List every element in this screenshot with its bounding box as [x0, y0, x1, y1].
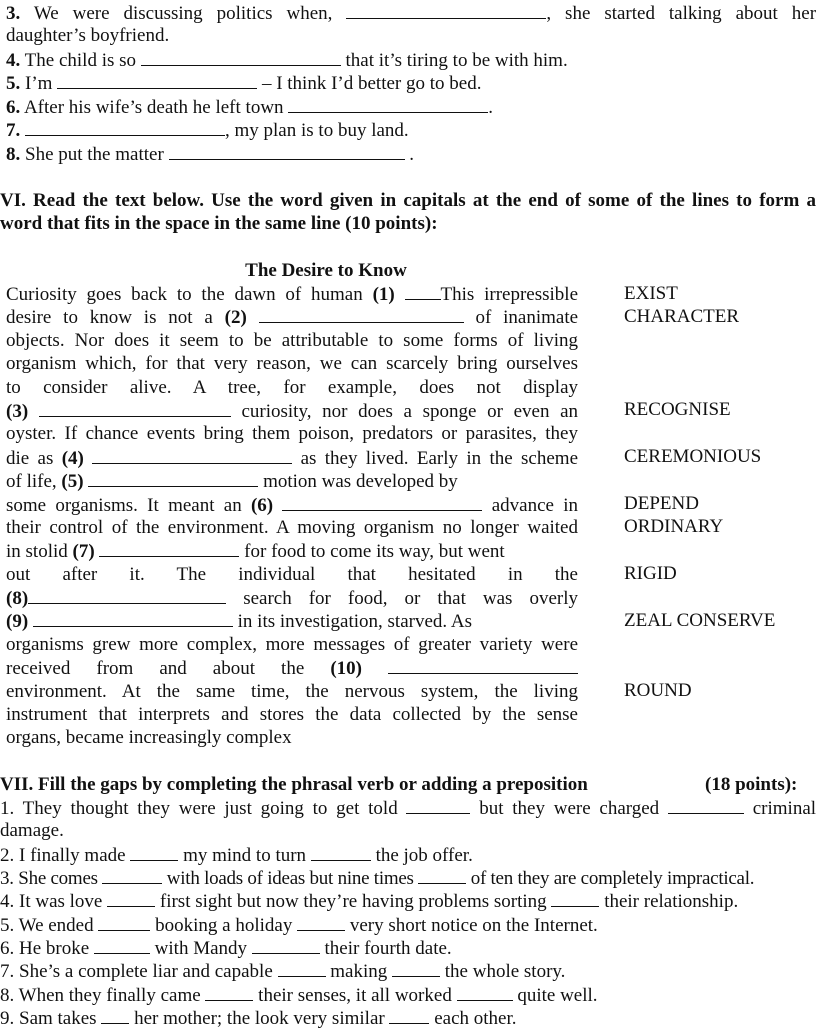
passage-line: (9) in its investigation, starved. As — [6, 611, 472, 633]
item-4: 4. The child is so that it’s tiring to be with him. — [6, 50, 568, 71]
answer-blank[interactable] — [130, 843, 178, 861]
keyword-recognise: RECOGNISE — [624, 399, 731, 420]
answer-blank[interactable] — [259, 305, 464, 323]
answer-blank[interactable] — [101, 1006, 129, 1024]
vii-item-7: 7. She’s a complete liar and capable making the whole story. — [0, 961, 566, 982]
vii-item-1: 1. They thought they were just going to get told but they were charged criminal — [0, 798, 816, 819]
passage-line: some organisms. It meant an (6) advance in — [6, 494, 578, 516]
answer-blank[interactable] — [92, 446, 292, 464]
keyword-round: ROUND — [624, 680, 692, 701]
item-number: 3. — [6, 3, 21, 24]
passage-line: objects. Nor does it seem to be attributable to some forms of living — [6, 329, 578, 351]
vii-item-5: 5. We ended booking a holiday very short notice on the Internet. — [0, 915, 598, 936]
passage-line: instrument that interprets and stores the data collected by the sense — [6, 704, 578, 726]
answer-blank[interactable] — [278, 959, 326, 977]
vii-item-9: 9. Sam takes her mother; the look very similar each other. — [0, 1008, 517, 1029]
answer-blank[interactable] — [392, 959, 440, 977]
vii-item-1-cont: damage. — [0, 820, 64, 841]
passage-line: desire to know is not a (2) of inanimate — [6, 307, 579, 329]
answer-blank[interactable] — [33, 609, 233, 627]
keyword-zeal-conserve: ZEAL CONSERVE — [624, 610, 776, 631]
passage — [6, 282, 578, 750]
answer-blank[interactable] — [252, 936, 320, 954]
answer-blank[interactable] — [418, 866, 466, 884]
answer-blank[interactable] — [205, 983, 253, 1001]
passage-line: Curiosity goes back to the dawn of human (1) This irrepressible — [6, 284, 579, 305]
section-vi-heading-line-2: word that fits in the space in the same line (10 points): — [0, 213, 438, 234]
answer-blank[interactable] — [346, 1, 546, 19]
section-vii-points: (18 points): — [705, 774, 798, 795]
answer-blank[interactable] — [388, 656, 578, 674]
vii-item-3: 3. She comes with loads of ideas but nine times of ten they are completely impractical. — [0, 868, 755, 889]
passage-line: organisms grew more complex, more messages of greater variety were — [6, 633, 578, 655]
answer-blank[interactable] — [99, 539, 239, 557]
vii-item-6: 6. He broke with Mandy their fourth date. — [0, 938, 452, 959]
answer-blank[interactable] — [405, 282, 441, 300]
passage-line: organism which, for that very reason, we can scarcely bring ourselves — [6, 353, 578, 375]
answer-blank[interactable] — [39, 399, 231, 417]
passage-line: out after it. The individual that hesitated in the — [6, 563, 578, 585]
answer-blank[interactable] — [406, 796, 470, 814]
answer-blank[interactable] — [389, 1006, 429, 1024]
answer-blank[interactable] — [457, 983, 513, 1001]
passage-line: in stolid (7) for food to come its way, but went — [6, 541, 505, 563]
vii-item-8: 8. When they finally came their senses, it all worked quite well. — [0, 985, 598, 1006]
answer-blank[interactable] — [141, 48, 341, 66]
keyword-rigid: RIGID — [624, 563, 677, 584]
item-7: 7. , my plan is to buy land. — [6, 120, 409, 141]
keyword-depend: DEPEND — [624, 493, 699, 514]
passage-line: of life, (5) motion was developed by — [6, 471, 458, 493]
vii-item-4: 4. It was love first sight but now they’re having problems sorting their relationship. — [0, 891, 739, 912]
answer-blank[interactable] — [98, 913, 150, 931]
keyword-ordinary: ORDINARY — [624, 516, 724, 537]
passage-line: organs, became increasingly complex — [6, 727, 292, 749]
passage-line: received from and about the (10) — [6, 656, 578, 679]
keyword-character: CHARACTER — [624, 306, 740, 327]
passage-line: environment. At the same time, the nervous system, the living — [6, 680, 578, 702]
answer-blank[interactable] — [94, 936, 150, 954]
passage-line: their control of the environment. A moving organism no longer waited — [6, 516, 578, 538]
vii-item-2: 2. I finally made my mind to turn the job offer. — [0, 845, 473, 866]
answer-blank[interactable] — [282, 493, 482, 511]
answer-blank[interactable] — [107, 889, 155, 907]
answer-blank[interactable] — [288, 95, 488, 113]
item-8: 8. She put the matter . — [6, 144, 415, 165]
answer-blank[interactable] — [57, 71, 257, 89]
answer-blank[interactable] — [102, 866, 162, 884]
passage-line: (3) curiosity, nor does a sponge or even an — [6, 400, 579, 422]
passage-line: die as (4) as they lived. Early in the scheme — [6, 447, 579, 469]
answer-blank[interactable] — [88, 469, 258, 487]
section-vii-heading: VII. Fill the gaps by completing the phrasal verb or adding a preposition (18 points): — [0, 774, 798, 795]
answer-blank[interactable] — [28, 586, 226, 604]
item-6: 6. After his wife’s death he left town . — [6, 97, 494, 118]
passage-line: (8) search for food, or that was overly — [6, 588, 578, 610]
text-title: The Desire to Know — [245, 260, 407, 281]
answer-blank[interactable] — [297, 913, 345, 931]
section-vi-heading-line-1: VI. Read the text below. Use the word given in capitals at the end of some of the lines to form a — [0, 190, 816, 211]
item-3-line-2: daughter’s boyfriend. — [6, 25, 170, 46]
answer-blank[interactable] — [668, 796, 744, 814]
answer-blank[interactable] — [551, 889, 599, 907]
answer-blank[interactable] — [169, 142, 405, 160]
item-5: 5. I’m – I think I’d better go to bed. — [6, 73, 482, 94]
answer-blank[interactable] — [311, 843, 371, 861]
answer-blank[interactable] — [25, 118, 225, 136]
passage-line: to consider alive. A tree, for example, does not display — [6, 376, 578, 398]
passage-line: oyster. If chance events bring them poison, predators or parasites, they — [6, 423, 578, 445]
keyword-exist: EXIST — [624, 283, 678, 304]
keyword-ceremonious: CEREMONIOUS — [624, 446, 762, 467]
item-3-line-1: 3. We were discussing politics when, , she started talking about her — [6, 3, 816, 24]
